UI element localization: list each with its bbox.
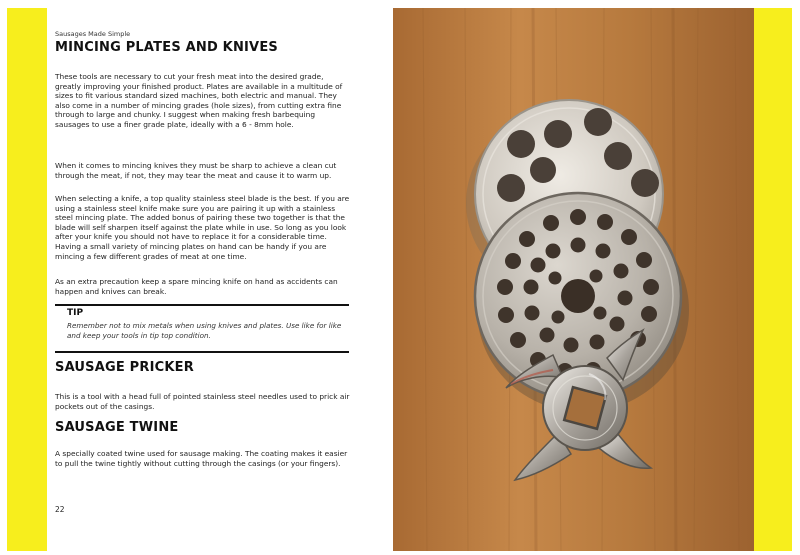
tip-top-rule [55, 304, 349, 306]
mincing-paragraph-4: As an extra precaution keep a spare mincing knife on hand as accidents can happen and knives can break. [55, 277, 338, 296]
tip-bottom-rule [55, 351, 349, 353]
left-yellow-border [7, 8, 47, 551]
photo-illustration [393, 8, 754, 551]
running-head: Sausages Made Simple [55, 30, 131, 38]
tip-text: Remember not to mix metals when using knives and plates. Use like for like and keep your tools in tip top condition. [67, 321, 342, 340]
page-number: 22 [55, 505, 65, 514]
right-yellow-border [754, 8, 792, 551]
mincing-paragraph-3: When selecting a knife, a top quality stainless steel blade is the best. If you are using a stainless steel knife make sure you are pairing it up with a stainless steel mincing plate. The added bonus of pairing these two together is that the blade will self sharpen itself against the plate while in use. So long as you look after your knife you should not have to replace it for a considerable time. Having a small variety of mincing plates on hand can be handy if you are mincing a few different grades of meat at one time. [55, 194, 350, 261]
mincing-paragraph-2: When it comes to mincing knives they must be sharp to achieve a clean cut through the meat, if not, they may tear the meat and cause it to warm up. [55, 161, 337, 180]
twine-text: A specially coated twine used for sausage making. The coating makes it easier to pull the twine tightly without cutting through the casings (or your fingers). [55, 449, 348, 468]
mincing-heading: MINCING PLATES AND KNIVES [55, 40, 278, 55]
mincing-tools-photo [393, 8, 754, 551]
text-page [47, 8, 385, 551]
twine-heading: SAUSAGE TWINE [55, 420, 179, 435]
mincing-paragraph-1: These tools are necessary to cut your fresh meat into the desired grade, greatly improving your finished product. Plates are available in a multitude of sizes to fit various standard sized machines, both electric and manual. They also come in a number of mincing grades (hole sizes), from cutting extra fine through to large and chunky. I suggest when making fresh barbequing sausages to use a finer grade plate, ideally with a 6 - 8mm hole. [55, 72, 343, 129]
tip-label: TIP [67, 308, 84, 318]
pricker-text: This is a tool with a head full of pointed stainless steel needles used to prick air pockets out of the casings. [55, 392, 350, 411]
pricker-heading: SAUSAGE PRICKER [55, 360, 194, 375]
